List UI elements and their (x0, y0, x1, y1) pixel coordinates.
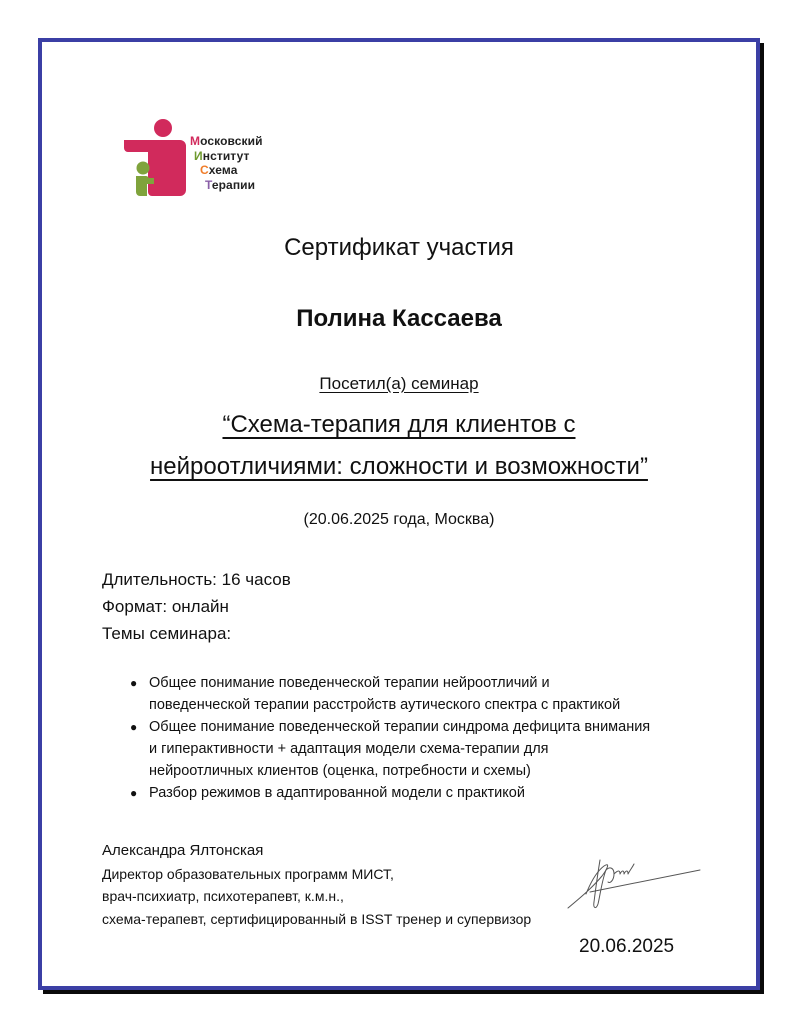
format-text: Формат: онлайн (102, 597, 229, 616)
logo-figure-icon (124, 118, 190, 200)
signer-name: Александра Ялтонская (102, 842, 264, 859)
bullet-icon: ● (130, 720, 138, 734)
logo-line-3: Схема (200, 163, 238, 177)
signature-icon (560, 850, 710, 920)
signer-position-line-3: схема-терапевт, сертифицированный в ISST тренер и супервизор (102, 910, 532, 927)
seminar-title (42, 404, 756, 488)
signer-block (102, 840, 531, 930)
seminar-title-line-2: нейроотличиями: сложности и возможности” (150, 453, 648, 480)
signer-position-line-2: врач-психиатр, психотерапевт, к.м.н., (102, 888, 344, 904)
institute-logo (124, 118, 304, 200)
logo-line-1: Московский (190, 134, 263, 148)
signer-position-line-1: Директор образовательных программ МИСТ, (102, 865, 394, 882)
bullet-icon: ● (130, 786, 138, 800)
logo-child-head-shape (137, 162, 150, 175)
logo-line-2: Институт (194, 148, 250, 163)
topics-label: Темы семинара: (102, 624, 232, 643)
logo-head-shape (154, 119, 172, 137)
logo-line-4: Терапии (205, 177, 256, 192)
attended-label-wrap (42, 374, 756, 394)
duration-text: Длительность: 16 часов (102, 570, 291, 589)
seminar-title-line-1: “Схема-терапия для клиентов с (222, 411, 576, 438)
logo-wordmark (190, 134, 263, 192)
attended-label: Посетил(а) семинар (319, 374, 479, 393)
sign-date: 20.06.2025 (579, 936, 675, 957)
certificate-title: Сертификат участия (284, 234, 514, 261)
topic-item: ● Общее понимание поведенческой терапии синдрома дефицита внимания и гиперактивности + адаптация модели схема-терапии для нейроотличных клиентов (оценка, потребности и схемы) (130, 716, 700, 782)
seminar-date-place: (20.06.2025 года, Москва) (303, 511, 495, 528)
bullet-icon: ● (130, 676, 138, 690)
topic-item: ● Разбор режимов в адаптированной модели с практикой (130, 782, 700, 804)
seminar-details (102, 566, 291, 647)
topics-list (130, 672, 700, 804)
recipient-name: Полина Кассаева (296, 305, 502, 332)
topic-item: ● Общее понимание поведенческой терапии нейроотличий и поведенческой терапии расстройств аутического спектра с практикой (130, 672, 700, 716)
logo-body-shape (124, 140, 186, 196)
